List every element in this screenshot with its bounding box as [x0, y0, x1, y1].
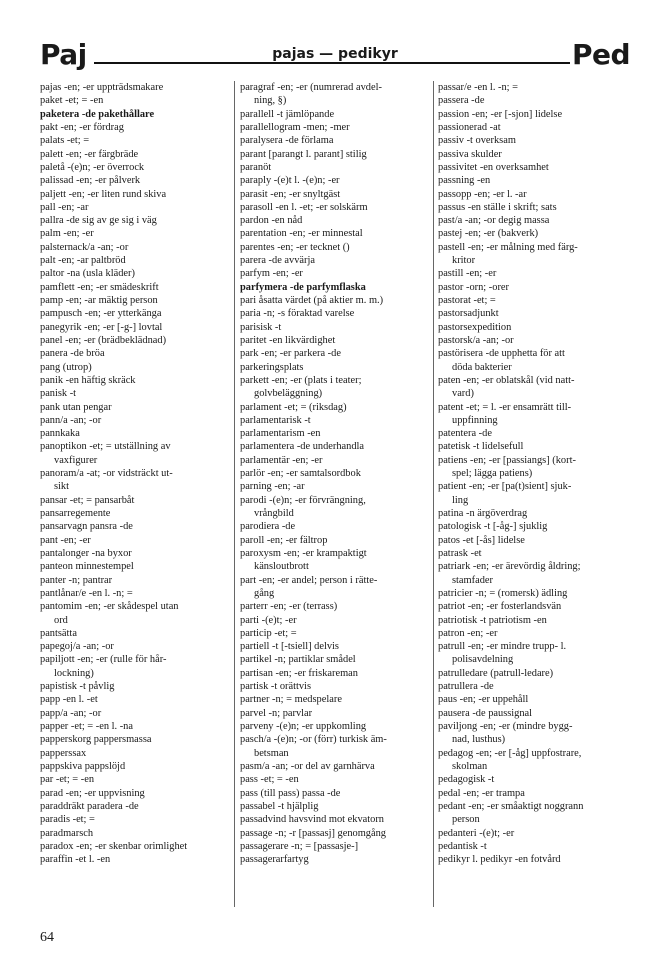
dictionary-entry: pastörisera -de upphetta för att — [438, 348, 565, 360]
dictionary-entry: patriark -en; -er ärevördig åldring; — [438, 561, 581, 573]
dictionary-entry: parodi -(e)n; -er förvrängning, — [240, 494, 366, 506]
dictionary-entry: papiljott -en; -er (rulle för hår- — [40, 654, 167, 666]
dictionary-entry: paritet -en likvärdighet — [240, 334, 336, 346]
dictionary-entry: partner -n; = medspelare — [240, 694, 342, 706]
dictionary-entry: passion -en; -er [-sjon] lidelse — [438, 108, 563, 120]
entry-continuation: vard) — [452, 388, 474, 400]
dictionary-entry: pedagogisk -t — [438, 774, 495, 786]
dictionary-entry: patetisk -t lidelsefull — [438, 441, 524, 453]
dictionary-entry: pedikyr l. pedikyr -en fotvård — [438, 854, 561, 866]
dictionary-entry: pantomim -en; -er skådespel utan — [40, 601, 179, 613]
dictionary-entry: patriotisk -t patriotism -en — [438, 614, 547, 626]
dictionary-entry: parad -en; -er uppvisning — [40, 787, 145, 799]
dictionary-entry: pantlånar/e -en l. -n; = — [40, 587, 133, 599]
dictionary-entry: paviljong -en; -er (mindre bygg- — [438, 721, 573, 732]
dictionary-entry: paltor -na (usla kläder) — [40, 268, 135, 280]
dictionary-entry: palats -et; = — [40, 135, 90, 147]
dictionary-entry: paketera -de pakethållare — [40, 108, 155, 120]
dictionary-entry: paralysera -de förlama — [240, 135, 334, 147]
dictionary-entry: panoram/a -at; -or vidsträckt ut- — [40, 468, 173, 480]
dictionary-entry: parodiera -de — [240, 521, 296, 533]
dictionary-entry: parlamentarism -en — [240, 428, 321, 440]
entry-continuation: nad, lusthus) — [452, 734, 506, 746]
dictionary-entry: passage -n; -r [passasj] genomgång — [240, 827, 387, 839]
dictionary-entry: paradmarsch — [40, 827, 94, 839]
column-divider — [433, 81, 434, 907]
dictionary-entry: passagerare -n; = [passasje-] — [240, 840, 359, 852]
dictionary-entry: pedagog -en; -er [-åg] uppfostrare, — [438, 747, 582, 759]
entry-column-3 — [438, 81, 632, 907]
entry-continuation: betsman — [254, 747, 289, 759]
dictionary-entry: parkeringsplats — [240, 361, 304, 373]
dictionary-entry: park -en; -er parkera -de — [240, 348, 341, 360]
dictionary-entry: pastorsk/a -an; -or — [438, 334, 514, 346]
dictionary-entry: parfymera -de parfymflaska — [240, 281, 366, 293]
dictionary-entry: paria -n; -s föraktad varelse — [240, 308, 355, 320]
dictionary-entry: patrullera -de — [438, 681, 494, 693]
dictionary-entry: pausera -de paussignal — [438, 707, 533, 719]
dictionary-entry: pardon -en nåd — [240, 215, 303, 227]
dictionary-entry: parera -de avvärja — [240, 255, 315, 267]
dictionary-entry: passopp -en; -er l. -ar — [438, 188, 527, 200]
dictionary-entry: parentation -en; -er minnestal — [240, 228, 363, 240]
dictionary-entry: partisan -en; -er friskareman — [240, 667, 358, 679]
dictionary-entry: parallellogram -men; -mer — [240, 121, 350, 133]
dictionary-entry: passar/e -en l. -n; = — [438, 82, 519, 93]
dictionary-entry: paragraf -en; -er (numrerad avdel- — [240, 82, 382, 93]
dictionary-entry: palissad -en; -er pålverk — [40, 175, 141, 187]
dictionary-entry: partisk -t orättvis — [240, 681, 311, 693]
dictionary-entry: passiva skulder — [438, 148, 502, 160]
dictionary-entry: parant [parangt l. parant] stilig — [240, 148, 367, 160]
dictionary-entry: parallell -t jämlöpande — [240, 108, 335, 120]
dictionary-entry: par -et; = -en — [40, 774, 95, 786]
dictionary-entry: passionerad -at — [438, 121, 501, 133]
dictionary-entry: parlament -et; = (riksdag) — [240, 401, 347, 413]
dictionary-entry: patricier -n; = (romersk) ädling — [438, 587, 568, 599]
entry-continuation: skolman — [452, 760, 488, 772]
entry-continuation: ling — [452, 494, 469, 506]
dictionary-entry: palsternack/a -an; -or — [40, 241, 129, 253]
dictionary-entry: pampusch -en; -er ytterkänga — [40, 308, 162, 320]
dictionary-entry: parlamentarisk -t — [240, 414, 311, 426]
dictionary-entry: pallra -de sig av ge sig i väg — [40, 215, 157, 227]
dictionary-entry: patiens -en; -er [passiangs] (kort- — [438, 454, 576, 466]
dictionary-entry: parlamentera -de underhandla — [240, 441, 365, 453]
dictionary-entry: panera -de bröa — [40, 348, 105, 360]
right-guide-word: Ped — [571, 38, 630, 71]
dictionary-entry: passadvind havsvind mot ekvatorn — [240, 814, 385, 826]
dictionary-entry: papp -en l. -et — [40, 694, 98, 706]
dictionary-entry: passiv -t overksam — [438, 135, 516, 147]
dictionary-entry: parkett -en; -er (plats i teater; — [240, 374, 362, 386]
dictionary-entry: panisk -t — [40, 388, 77, 400]
dictionary-entry: pansar -et; = pansarbåt — [40, 494, 135, 506]
dictionary-entry: parvel -n; parvlar — [240, 707, 313, 719]
entry-continuation: känsloutbrott — [254, 561, 309, 573]
dictionary-entry: paraffin -et l. -en — [40, 854, 111, 866]
entry-column-2 — [240, 81, 430, 907]
dictionary-entry: paranöt — [240, 161, 272, 173]
dictionary-entry: paroxysm -en; -er krampaktigt — [240, 547, 367, 559]
dictionary-entry: partiell -t [-tsiell] delvis — [240, 641, 339, 653]
dictionary-entry: pastorat -et; = — [438, 295, 496, 306]
entry-continuation: spel; lägga patiens) — [452, 468, 533, 480]
dictionary-entry: papp/a -an; -or — [40, 707, 102, 719]
dictionary-entry: pedal -en; -er trampa — [438, 787, 525, 799]
dictionary-entry: panteon minnestempel — [40, 561, 134, 573]
dictionary-entry: pamflett -en; -er smädeskrift — [40, 281, 159, 293]
dictionary-entry: pamp -en; -ar mäktig person — [40, 295, 158, 306]
dictionary-entry: pastill -en; -er — [438, 268, 497, 280]
entry-continuation: ning, §) — [254, 95, 287, 107]
dictionary-entry: passus -en ställe i skrift; sats — [438, 201, 557, 213]
dictionary-entry: paket -et; = -en — [40, 95, 104, 107]
dictionary-entry: particip -et; = — [240, 627, 297, 639]
dictionary-entry: pastell -en; -er målning med färg- — [438, 241, 578, 253]
dictionary-entry: palett -en; -er färgbräde — [40, 148, 139, 160]
running-title: pajas — pedikyr — [272, 46, 398, 62]
dictionary-entry: pass -et; = -en — [240, 774, 299, 786]
dictionary-entry: panegyrik -en; -er [-g-] lovtal — [40, 321, 163, 333]
entry-continuation: golvbeläggning) — [254, 388, 323, 400]
dictionary-entry: papperskorg pappersmassa — [40, 734, 152, 746]
dictionary-entry: pajas -en; -er uppträdsmakare — [40, 82, 164, 93]
dictionary-entry: paljett -en; -er liten rund skiva — [40, 188, 167, 200]
dictionary-entry: patos -et [-ås] lidelse — [438, 534, 525, 546]
dictionary-entry: parlör -en; -er samtalsordbok — [240, 468, 361, 480]
dictionary-entry: palt -en; -ar paltbröd — [40, 255, 126, 267]
entry-column-1 — [40, 81, 230, 907]
dictionary-entry: pass (till pass) passa -de — [240, 787, 341, 799]
dictionary-entry: patrulledare (patrull-ledare) — [438, 667, 554, 679]
dictionary-entry: pant -en; -er — [40, 534, 91, 546]
dictionary-entry: paradox -en; -er skenbar orimlighet — [40, 840, 188, 852]
dictionary-entry: pari åsatta värdet (på aktier m. m.) — [240, 295, 384, 306]
entry-continuation: kritor — [452, 255, 476, 267]
entry-continuation: polisavdelning — [452, 654, 514, 666]
dictionary-entry: paraddräkt paradera -de — [40, 800, 139, 812]
dictionary-entry: parasit -en; -er snyltgäst — [240, 188, 341, 200]
dictionary-entry: paroll -en; -er fältrop — [240, 534, 328, 546]
dictionary-entry: patina -n ärgöverdrag — [438, 508, 528, 519]
dictionary-entry: passera -de — [438, 95, 485, 107]
dictionary-entry: patent -et; = l. -er ensamrätt till- — [438, 401, 572, 413]
header-rule — [94, 62, 570, 64]
dictionary-entry: pann/a -an; -or — [40, 414, 102, 426]
dictionary-entry: parentes -en; -er tecknet () — [240, 241, 350, 253]
entry-continuation: vrångbild — [254, 508, 294, 519]
dictionary-entry: panoptikon -et; = utställning av — [40, 441, 171, 453]
dictionary-entry: pank utan pengar — [40, 401, 112, 413]
page-header — [40, 38, 630, 78]
dictionary-entry: past/a -an; -or degig massa — [438, 215, 550, 227]
dictionary-entry: passabel -t hjälplig — [240, 800, 319, 812]
entry-continuation: sikt — [54, 481, 70, 493]
dictionary-entry: pedantisk -t — [438, 840, 487, 852]
dictionary-entry: parning -en; -ar — [240, 481, 305, 493]
entry-continuation: ord — [54, 614, 68, 626]
dictionary-entry: pang (utrop) — [40, 361, 92, 373]
dictionary-entry: parterr -en; -er (terrass) — [240, 601, 338, 613]
dictionary-entry: pappskiva pappslöjd — [40, 760, 126, 772]
dictionary-entry: pakt -en; -er fördrag — [40, 121, 124, 133]
dictionary-entry: parlamentär -en; -er — [240, 454, 323, 466]
dictionary-entry: pansarvagn pansra -de — [40, 521, 133, 533]
dictionary-entry: panel -en; -er (brädbeklädnad) — [40, 334, 167, 346]
dictionary-entry: pedant -en; -er småaktigt noggrann — [438, 800, 584, 812]
dictionary-entry: paten -en; -er oblatskål (vid natt- — [438, 374, 575, 386]
dictionary-entry: paus -en; -er uppehåll — [438, 694, 529, 706]
column-divider — [234, 81, 235, 907]
dictionary-entry: part -en; -er andel; person i rätte- — [240, 574, 378, 586]
dictionary-entry: patron -en; -er — [438, 627, 498, 639]
dictionary-entry: paraply -(e)t l. -(e)n; -er — [240, 175, 340, 187]
dictionary-entry: pastor -orn; -orer — [438, 281, 509, 293]
dictionary-entry: pastej -en; -er (bakverk) — [438, 228, 539, 240]
dictionary-entry: pasch/a -(e)n; -or (förr) turkisk äm- — [240, 734, 387, 746]
dictionary-entry: pedanteri -(e)t; -er — [438, 827, 515, 839]
dictionary-entry: panter -n; pantrar — [40, 574, 113, 586]
dictionary-entry: parveny -(e)n; -er uppkomling — [240, 721, 367, 732]
dictionary-entry: parisisk -t — [240, 321, 282, 333]
page-number: 64 — [40, 930, 54, 945]
dictionary-entry: panik -en häftig skräck — [40, 374, 136, 386]
dictionary-entry: pall -en; -ar — [40, 201, 89, 213]
dictionary-entry: patologisk -t [-åg-] sjuklig — [438, 521, 548, 533]
dictionary-entry: passning -en — [438, 175, 491, 187]
dictionary-entry: pasm/a -an; -or del av garnhärva — [240, 760, 375, 772]
dictionary-entry: patrask -et — [438, 547, 482, 559]
dictionary-entry: parasoll -en l. -et; -er solskärm — [240, 201, 368, 213]
dictionary-entry: pansarregemente — [40, 508, 111, 519]
dictionary-entry: partikel -n; partiklar smådel — [240, 654, 356, 666]
entry-continuation: person — [452, 814, 480, 826]
dictionary-entry: passivitet -en overksamhet — [438, 161, 549, 173]
dictionary-entry: palm -en; -er — [40, 228, 94, 240]
left-guide-word: Paj — [40, 38, 87, 71]
dictionary-entry: papegoj/a -an; -or — [40, 641, 114, 653]
dictionary-entry: pastorsexpedition — [438, 321, 512, 333]
dictionary-entry: papperssax — [40, 747, 87, 759]
dictionary-entry: parti -(e)t; -er — [240, 614, 297, 626]
entry-continuation: lockning) — [54, 667, 94, 679]
dictionary-entry: parfym -en; -er — [240, 268, 303, 280]
entry-continuation: vaxfigurer — [54, 454, 98, 466]
dictionary-entry: pastorsadjunkt — [438, 308, 499, 320]
entry-continuation: stamfader — [452, 574, 493, 586]
dictionary-entry: papper -et; = -en l. -na — [40, 721, 133, 732]
entry-continuation: gång — [254, 587, 275, 599]
dictionary-entry: paletå -(e)n; -er överrock — [40, 161, 145, 173]
entry-continuation: uppfinning — [452, 414, 498, 426]
dictionary-entry: patient -en; -er [pa(t)sient] sjuk- — [438, 481, 572, 493]
entry-continuation: döda bakterier — [452, 361, 512, 373]
dictionary-entry: pantalonger -na byxor — [40, 547, 132, 559]
dictionary-entry: passagerarfartyg — [240, 854, 309, 866]
dictionary-entry: papistisk -t påvlig — [40, 681, 115, 693]
dictionary-entry: paradis -et; = — [40, 814, 95, 826]
dictionary-entry: patrull -en; -er mindre trupp- l. — [438, 641, 567, 653]
dictionary-entry: pannkaka — [40, 428, 80, 440]
dictionary-entry: pantsätta — [40, 627, 77, 639]
dictionary-entry: patentera -de — [438, 428, 492, 440]
dictionary-entry: patriot -en; -er fosterlandsvän — [438, 601, 562, 613]
